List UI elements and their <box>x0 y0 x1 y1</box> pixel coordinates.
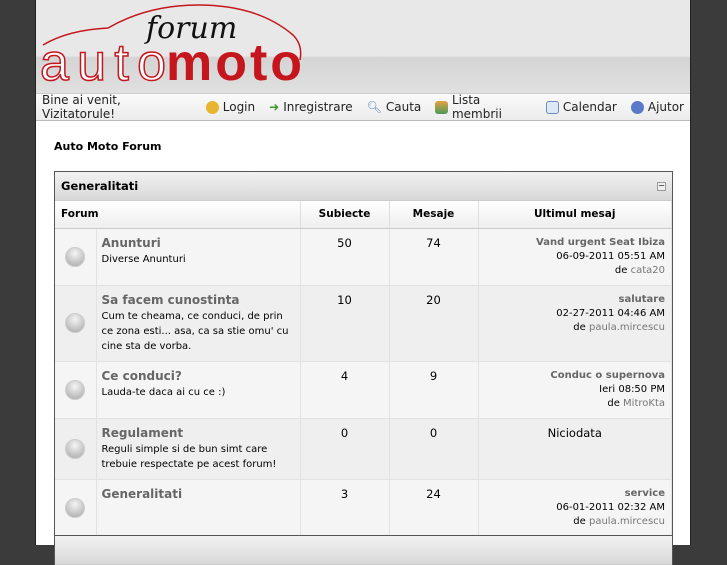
forum-status-icon <box>65 247 85 267</box>
forum-description: Lauda-te daca ai cu ce :) <box>101 386 226 398</box>
last-post-date: 06-01-2011 02:32 AM <box>556 501 665 513</box>
forum-name[interactable]: Generalitati <box>101 486 183 501</box>
category-title[interactable]: Generalitati <box>61 179 139 193</box>
forum-name[interactable]: Sa facem cunostinta <box>101 292 240 307</box>
forum-row <box>55 418 672 479</box>
help-icon <box>631 101 644 114</box>
members-link[interactable] <box>435 93 532 121</box>
search-link[interactable] <box>367 100 422 114</box>
last-post-date: 02-27-2011 04:46 AM <box>556 307 665 319</box>
last-post-user[interactable]: paula.mircescu <box>588 515 665 527</box>
forum-name[interactable]: Anunturi <box>101 235 161 250</box>
key-icon <box>206 101 219 114</box>
last-post-title[interactable]: salutare <box>618 293 665 305</box>
last-post-title[interactable]: Vand urgent Seat Ibiza <box>536 236 665 248</box>
last-post-user[interactable]: cata20 <box>630 264 665 276</box>
forum-description: Diverse Anunturi <box>101 253 186 265</box>
last-post <box>478 361 672 418</box>
forum-status-icon <box>65 380 85 400</box>
by-label: de <box>607 397 620 409</box>
svg-text:auto: auto <box>40 34 166 90</box>
last-post-never: Niciodata <box>478 418 672 479</box>
posts-count: 9 <box>389 361 478 418</box>
calendar-link[interactable] <box>546 100 617 114</box>
forum-row <box>55 285 672 361</box>
next-category <box>54 535 673 565</box>
topics-count: 4 <box>300 361 389 418</box>
posts-count: 20 <box>389 285 478 361</box>
last-post-date: 06-09-2011 05:51 AM <box>556 250 665 262</box>
collapse-icon[interactable]: − <box>658 180 665 190</box>
topics-count: 0 <box>300 418 389 479</box>
nav-bar <box>36 93 690 121</box>
calendar-icon <box>546 101 559 114</box>
by-label: de <box>573 515 586 527</box>
col-forum: Forum <box>55 201 300 228</box>
posts-count: 0 <box>389 418 478 479</box>
by-label: de <box>573 321 586 333</box>
svg-text:moto: moto <box>166 34 302 90</box>
topics-count: 50 <box>300 228 389 285</box>
register-link[interactable] <box>269 100 353 114</box>
search-icon: 🔍︎ <box>366 100 382 114</box>
forum-status-icon <box>65 439 85 459</box>
search-label: Cauta <box>385 100 422 114</box>
welcome-text: Bine ai venit, Vizitatorule! <box>42 93 121 121</box>
forum-row <box>55 479 672 536</box>
last-post-user[interactable]: paula.mircescu <box>588 321 665 333</box>
login-link[interactable] <box>206 100 255 114</box>
posts-count: 24 <box>389 479 478 536</box>
breadcrumb[interactable]: Auto Moto Forum <box>54 140 162 153</box>
last-post-title[interactable]: service <box>624 487 665 499</box>
login-label: Login <box>222 100 256 114</box>
arrow-right-icon: ➜ <box>269 100 280 114</box>
forum-name[interactable]: Ce conduci? <box>101 368 182 383</box>
by-label: de <box>614 264 628 276</box>
page-container <box>35 0 691 545</box>
forum-row <box>55 228 672 285</box>
members-label: Lista membrii <box>451 93 502 121</box>
category-generalitati <box>54 171 673 538</box>
svg-text:forum: forum <box>146 11 238 46</box>
topics-count: 10 <box>300 285 389 361</box>
last-post <box>478 285 672 361</box>
last-post <box>478 228 672 285</box>
col-posts: Mesaje <box>389 201 478 228</box>
forum-description: Reguli simple si de bun simt care trebuie respectate pe acest forum! <box>101 443 277 470</box>
site-logo[interactable] <box>38 0 308 90</box>
forum-name[interactable]: Regulament <box>101 425 184 440</box>
last-post-title[interactable]: Conduc o supernova <box>550 369 665 381</box>
forum-status-icon <box>65 313 85 333</box>
help-label: Ajutor <box>647 100 684 114</box>
users-icon <box>435 101 448 114</box>
forum-table <box>55 201 672 537</box>
help-link[interactable] <box>631 100 684 114</box>
register-label: Inregistrare <box>283 100 353 114</box>
topics-count: 3 <box>300 479 389 536</box>
last-post-user[interactable]: MitroKta <box>623 397 665 409</box>
header <box>36 0 690 93</box>
forum-row <box>55 361 672 418</box>
posts-count: 74 <box>389 228 478 285</box>
last-post <box>478 479 672 536</box>
forum-description: Cum te cheama, ce conduci, de prin ce zona esti... asa, ca sa stie omu' cu cine sta de vorba. <box>101 310 289 352</box>
last-post-date: Ieri 08:50 PM <box>599 383 665 395</box>
col-last: Ultimul mesaj <box>478 201 672 228</box>
calendar-label: Calendar <box>562 100 617 114</box>
forum-status-icon <box>65 498 85 518</box>
col-topics: Subiecte <box>300 201 389 228</box>
